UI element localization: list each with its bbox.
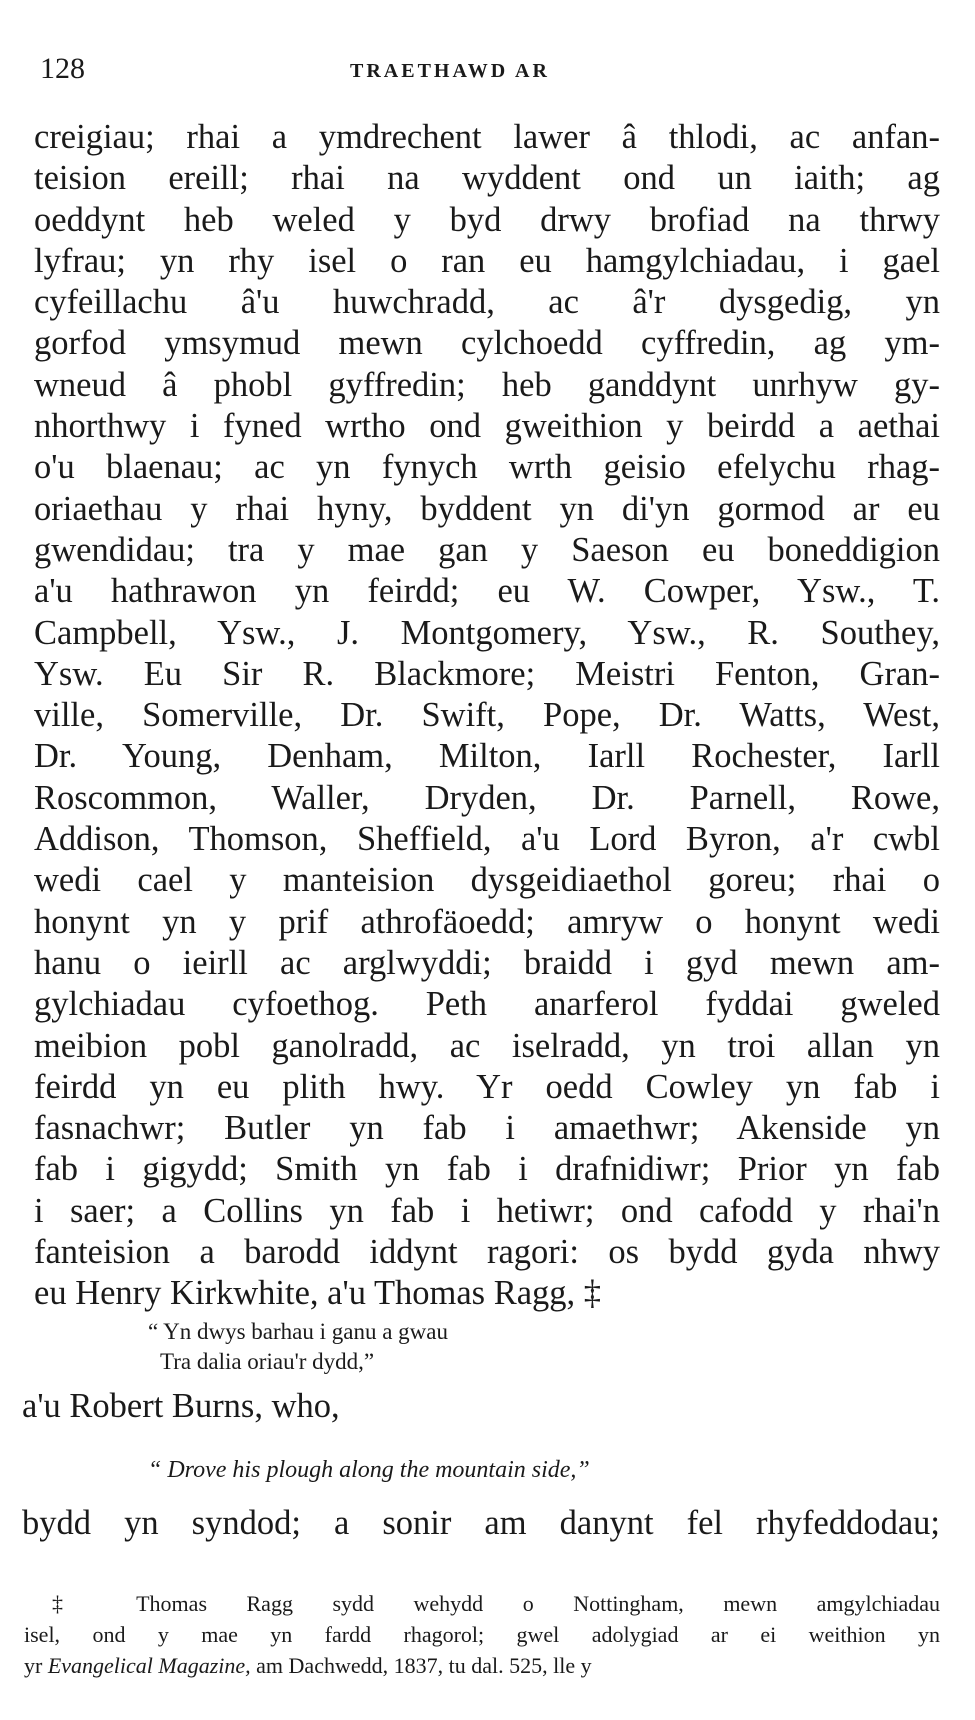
text-line: Campbell, Ysw., J. Montgomery, Ysw., R. Southey, bbox=[34, 613, 940, 652]
body-paragraph bbox=[34, 117, 940, 1315]
text-line: a'u hathrawon yn feirdd; eu W. Cowper, Ysw., T. bbox=[34, 572, 940, 611]
text-line: wedi cael y manteision dysgeidiaethol goreu; rhai o bbox=[34, 861, 940, 900]
continuation-line: a'u Robert Burns, who, bbox=[22, 1387, 340, 1425]
text-line: ville, Somerville, Dr. Swift, Pope, Dr. Watts, West, bbox=[34, 696, 940, 735]
text-line: teision ereill; rhai na wyddent ond un iaith; ag bbox=[34, 159, 940, 198]
text-line: wneud â phobl gyffredin; heb ganddynt unrhyw gy- bbox=[34, 365, 940, 404]
verse-quote bbox=[148, 1317, 448, 1377]
text-line: nhorthwy i fyned wrtho ond gweithion y beirdd a aethai bbox=[34, 407, 940, 446]
text-line: cyfeillachu â'u huwchradd, ac â'r dysgedig, yn bbox=[34, 283, 940, 322]
page-number: 128 bbox=[40, 52, 85, 85]
text-line: fanteision a barodd iddynt ragori: os bydd gyda nhwy bbox=[34, 1233, 940, 1272]
text-line: oeddynt heb weled y byd drwy brofiad na thrwy bbox=[34, 200, 940, 239]
text-line: i saer; a Collins yn fab i hetiwr; ond cafodd y rhai'n bbox=[34, 1191, 940, 1230]
text-line: gorfod ymsymud mewn cylchoedd cyffredin, ag ym- bbox=[34, 324, 940, 363]
footnote bbox=[24, 1588, 940, 1681]
text-line: meibion pobl ganolradd, ac iselradd, yn troi allan yn bbox=[34, 1026, 940, 1065]
footnote-line: isel, ond y mae yn fardd rhagorol; gwel adolygiad ar ei weithion yn bbox=[24, 1622, 940, 1647]
text-line: o'u blaenau; ac yn fynych wrth geisio efelychu rhag- bbox=[34, 448, 940, 487]
text-line: fasnachwr; Butler yn fab i amaethwr; Akenside yn bbox=[34, 1109, 940, 1148]
text-line: hanu o ieirll ac arglwyddi; braidd i gyd mewn am- bbox=[34, 943, 940, 982]
magazine-title: Evangelical Magazine, bbox=[47, 1653, 251, 1678]
italic-quote: “ Drove his plough along the mountain side,” bbox=[148, 1457, 590, 1483]
footnote-text: yr bbox=[24, 1653, 48, 1678]
continuation-line: bydd yn syndod; a sonir am danynt fel rhyfeddodau; bbox=[22, 1504, 940, 1542]
text-line: feirdd yn eu plith hwy. Yr oedd Cowley yn fab i bbox=[34, 1067, 940, 1106]
text-line: Dr. Young, Denham, Milton, Iarll Rochester, Iarll bbox=[34, 737, 940, 776]
running-head: TRAETHAWD AR bbox=[350, 60, 550, 82]
text-line: lyfrau; yn rhy isel o ran eu hamgylchiadau, i gael bbox=[34, 241, 940, 280]
text-line: Ysw. Eu Sir R. Blackmore; Meistri Fenton, Gran- bbox=[34, 654, 940, 693]
text-line: honynt yn y prif athrofäoedd; amryw o honynt wedi bbox=[34, 902, 940, 941]
text-line: fab i gigydd; Smith yn fab i drafnidiwr; Prior yn fab bbox=[34, 1150, 940, 1189]
text-line: creigiau; rhai a ymdrechent lawer â thlodi, ac anfan- bbox=[34, 118, 940, 156]
text-line: gwendidau; tra y mae gan y Saeson eu boneddigion bbox=[34, 530, 940, 569]
text-line: eu Henry Kirkwhite, a'u Thomas Ragg, ‡ bbox=[34, 1274, 602, 1313]
text-line: oriaethau y rhai hyny, byddent yn di'yn gormod ar eu bbox=[34, 489, 940, 528]
footnote-line: ‡ Thomas Ragg sydd wehydd o Nottingham, mewn amgylchiadau bbox=[52, 1591, 940, 1616]
text-line: Addison, Thomson, Sheffield, a'u Lord Byron, a'r cwbl bbox=[34, 820, 940, 859]
footnote-text: am Dachwedd, 1837, tu dal. 525, lle y bbox=[250, 1653, 592, 1678]
footnote-line bbox=[24, 1650, 940, 1681]
page-header bbox=[40, 52, 935, 92]
verse-line: Tra dalia oriau'r dydd,” bbox=[160, 1349, 375, 1374]
text-line: gylchiadau cyfoethog. Peth anarferol fyddai gweled bbox=[34, 985, 940, 1024]
text-line: Roscommon, Waller, Dryden, Dr. Parnell, Rowe, bbox=[34, 778, 940, 817]
verse-line: “ Yn dwys barhau i ganu a gwau bbox=[148, 1319, 448, 1344]
